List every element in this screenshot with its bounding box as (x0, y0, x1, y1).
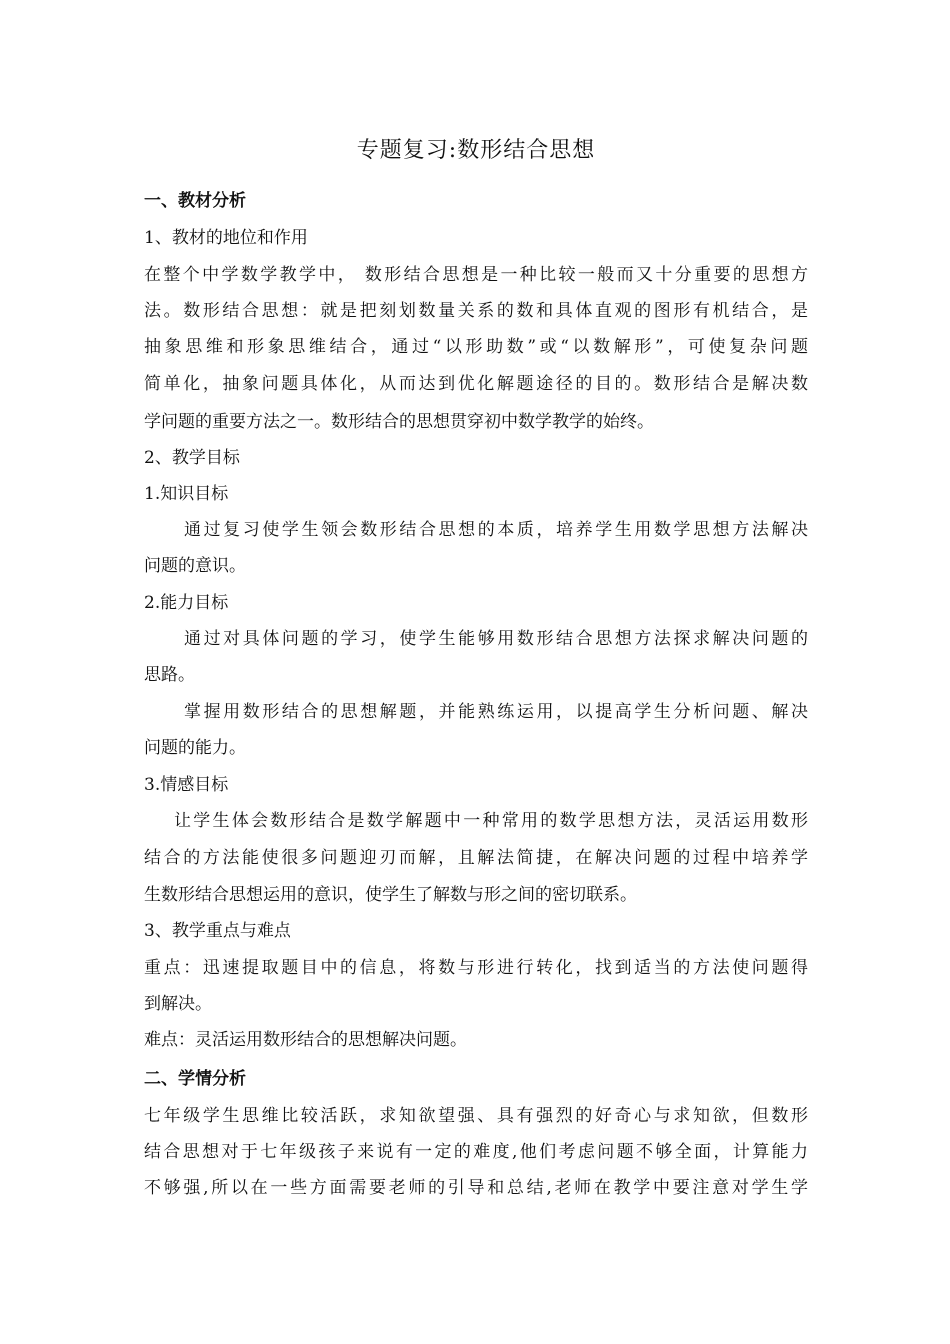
paragraph-line: 通过对具体问题的学习，使学生能够用数形结合思想方法探求解决问题的 (184, 629, 808, 649)
subheading-emotional-goal: 3.情感目标 (144, 775, 229, 795)
subheading-teaching-goals: 2、教学目标 (144, 448, 240, 468)
paragraph-line: 抽象思维和形象思维结合，通过“以形助数”或“以数解形”，可使复杂问题 (144, 337, 808, 357)
section-heading-student-analysis: 二、学情分析 (144, 1069, 246, 1089)
paragraph-line: 问题的能力。 (144, 738, 246, 758)
paragraph-line: 问题的意识。 (144, 556, 246, 576)
paragraph-line: 学问题的重要方法之一。数形结合的思想贯穿初中数学教学的始终。 (144, 412, 654, 432)
paragraph-line: 让学生体会数形结合是数学解题中一种常用的数学思想方法，灵活运用数形 (174, 811, 808, 831)
paragraph-line: 重点：迅速提取题目中的信息，将数与形进行转化，找到适当的方法使问题得 (144, 958, 808, 978)
paragraph-line: 法。数形结合思想：就是把刻划数量关系的数和具体直观的图形有机结合，是 (144, 301, 808, 321)
subheading-key-and-difficult-points: 3、教学重点与难点 (144, 921, 291, 941)
subheading-knowledge-goal: 1.知识目标 (144, 484, 229, 504)
paragraph-line: 掌握用数形结合的思想解题，并能熟练运用，以提高学生分析问题、解决 (184, 702, 808, 722)
paragraph-line: 结合思想对于七年级孩子来说有一定的难度,他们考虑问题不够全面，计算能力 (144, 1142, 808, 1162)
paragraph-line: 在整个中学数学教学中， 数形结合思想是一种比较一般而又十分重要的思想方 (144, 265, 808, 285)
paragraph-line: 通过复习使学生领会数形结合思想的本质，培养学生用数学思想方法解决 (184, 520, 808, 540)
document-title: 专题复习:数形结合思想 (356, 138, 596, 163)
paragraph-line: 到解决。 (144, 994, 212, 1014)
paragraph-line: 思路。 (144, 665, 195, 685)
paragraph-line: 简单化，抽象问题具体化，从而达到优化解题途径的目的。数形结合是解决数 (144, 374, 808, 394)
section-heading-textbook-analysis: 一、教材分析 (144, 191, 246, 211)
paragraph-line: 生数形结合思想运用的意识，使学生了解数与形之间的密切联系。 (144, 885, 637, 905)
subheading-status-and-role: 1、教材的地位和作用 (144, 228, 308, 248)
paragraph-line: 难点：灵活运用数形结合的思想解决问题。 (144, 1030, 467, 1050)
paragraph-line: 结合的方法能使很多问题迎刃而解，且解法简捷，在解决问题的过程中培养学 (144, 848, 808, 868)
paragraph-line: 七年级学生思维比较活跃，求知欲望强、具有强烈的好奇心与求知欲，但数形 (144, 1106, 808, 1126)
paragraph-line: 不够强,所以在一些方面需要老师的引导和总结,老师在教学中要注意对学生学 (144, 1178, 808, 1198)
subheading-ability-goal: 2.能力目标 (144, 593, 229, 613)
